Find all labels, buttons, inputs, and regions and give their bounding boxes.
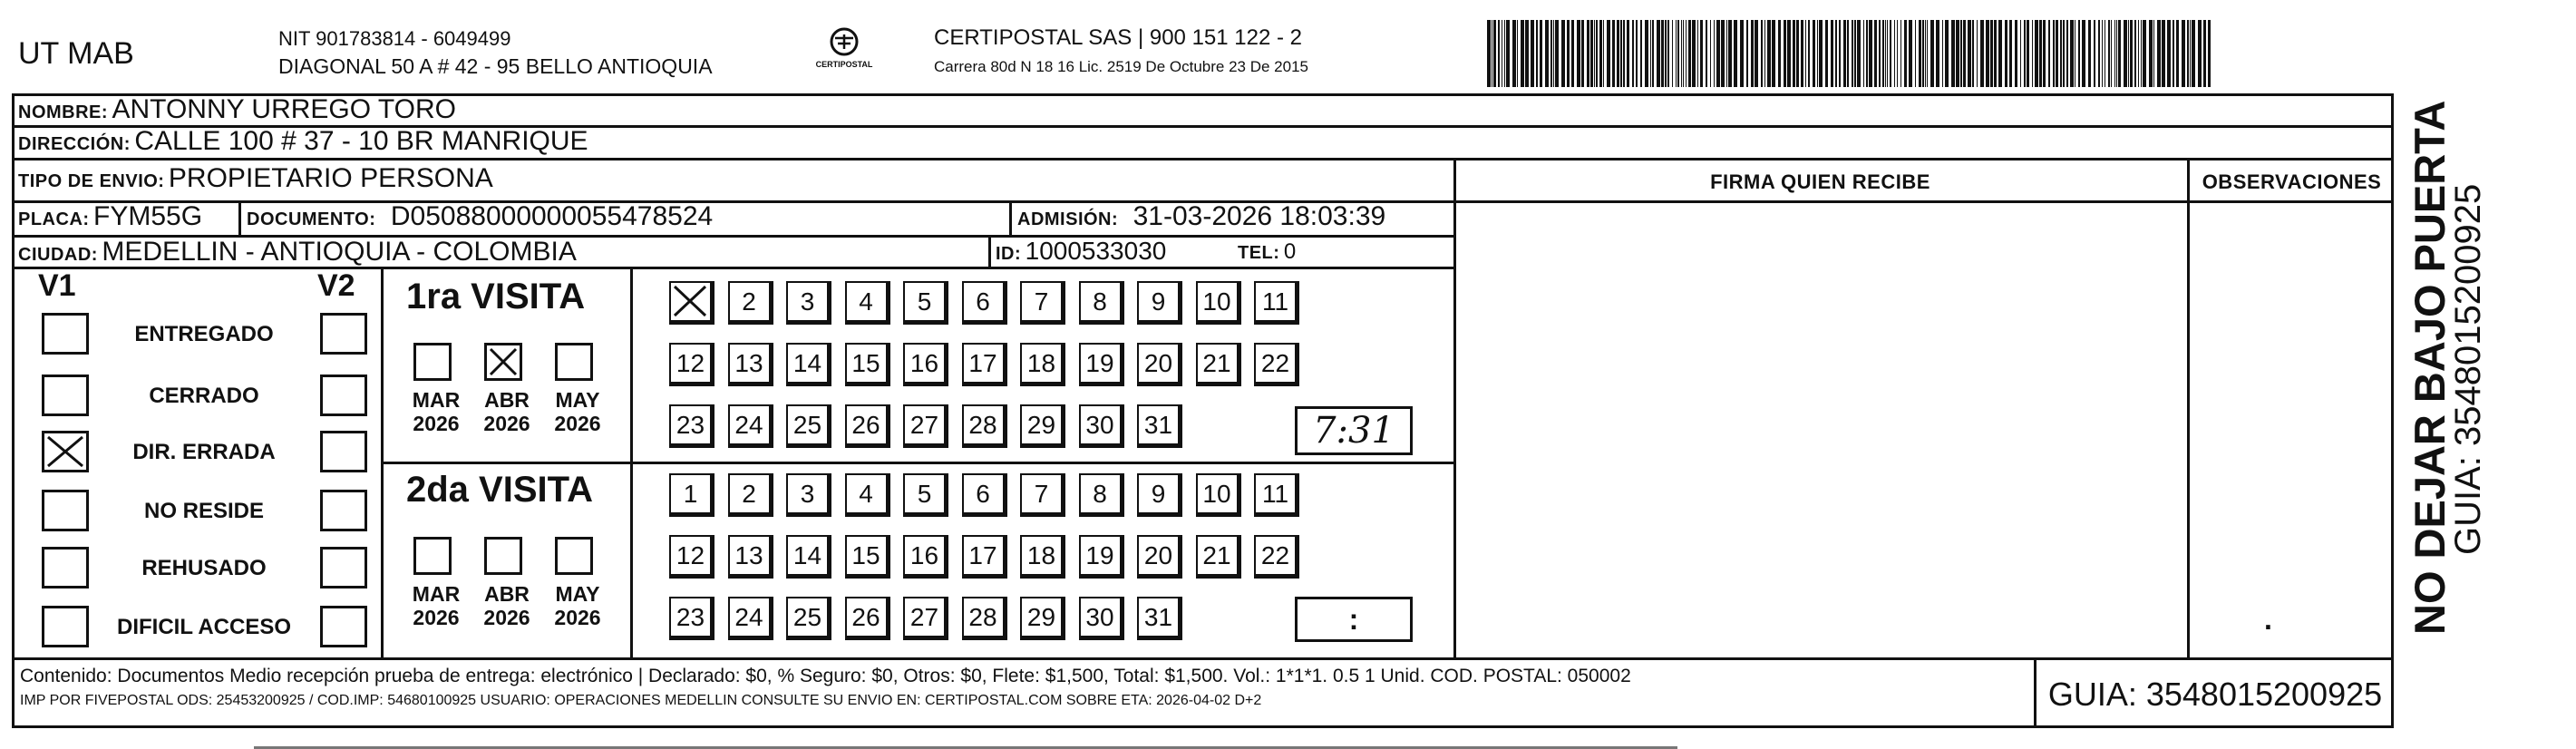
v2-header: V2	[317, 268, 355, 303]
day-box[interactable]: 3	[786, 473, 831, 517]
firma-label: FIRMA QUIEN RECIBE	[1710, 170, 1930, 193]
ciudad-label: CIUDAD:	[18, 245, 98, 265]
tipo-envio-label: TIPO DE ENVIO:	[18, 171, 165, 191]
day-box[interactable]	[669, 281, 714, 325]
day-box[interactable]: 18	[1020, 343, 1065, 386]
day-box[interactable]: 9	[1137, 473, 1182, 517]
month-label: ABR 2026	[483, 388, 530, 435]
day-box[interactable]: 11	[1254, 281, 1299, 325]
imp-text: IMP POR FIVEPOSTAL ODS: 25453200925 / COD.IMP: 54680100925 USUARIO: OPERACIONES MEDELLIN CONSULTE SU ENVIO EN: CERTIPOSTAL.COM SOBRE ETA: 2026-04-02 D+2	[20, 693, 1262, 708]
day-box[interactable]: 24	[728, 597, 773, 640]
status-label: DIR. ERRADA	[132, 440, 276, 464]
v2-checkbox[interactable]	[320, 547, 367, 588]
day-box[interactable]: 31	[1137, 404, 1182, 448]
direccion-value: CALLE 100 # 37 - 10 BR MANRIQUE	[134, 126, 588, 156]
day-box[interactable]: 3	[786, 281, 831, 325]
v1-checkbox[interactable]	[42, 606, 89, 647]
day-box[interactable]: 14	[786, 343, 831, 386]
day-box[interactable]: 27	[903, 597, 948, 640]
id-value: 1000533030	[1025, 237, 1167, 265]
day-box[interactable]: 21	[1196, 535, 1241, 579]
month-label: MAR 2026	[412, 388, 461, 435]
day-box[interactable]: 20	[1137, 535, 1182, 579]
certipostal-logo	[807, 25, 881, 78]
admision-field	[1017, 201, 1385, 232]
month-label: MAR 2026	[412, 582, 461, 629]
placa-label: PLACA:	[18, 209, 90, 229]
day-box[interactable]: 22	[1254, 535, 1299, 579]
day-box[interactable]: 23	[669, 404, 714, 448]
v2-checkbox[interactable]	[320, 313, 367, 355]
month-label: ABR 2026	[483, 582, 530, 629]
company-name: UT MAB	[18, 36, 134, 71]
day-box[interactable]: 21	[1196, 343, 1241, 386]
v1-checkbox[interactable]	[42, 313, 89, 355]
admision-value: 31-03-2026 18:03:39	[1132, 201, 1386, 231]
day-box[interactable]: 1	[669, 473, 714, 517]
ciudad-field	[18, 237, 577, 268]
certipostal-line2: Carrera 80d N 18 16 Lic. 2519 De Octubre 23 De 2015	[934, 58, 1308, 75]
day-box[interactable]: 16	[903, 535, 948, 579]
company-address: DIAGONAL 50 A # 42 - 95 BELLO ANTIOQUIA	[278, 54, 713, 78]
day-box[interactable]: 13	[728, 535, 773, 579]
nombre-value: ANTONNY URREGO TORO	[112, 94, 457, 124]
day-box[interactable]: 19	[1079, 343, 1124, 386]
v2-checkbox[interactable]	[320, 606, 367, 647]
day-box[interactable]: 16	[903, 343, 948, 386]
v1-header: V1	[38, 268, 76, 303]
side-guia: GUIA: 3548015200925	[2448, 183, 2488, 555]
day-box[interactable]: 30	[1079, 597, 1124, 640]
visit1-time: 7:31	[1313, 410, 1395, 452]
day-box[interactable]: 19	[1079, 535, 1124, 579]
ciudad-value: MEDELLIN - ANTIOQUIA - COLOMBIA	[102, 237, 577, 267]
tipo-envio-field	[18, 163, 493, 194]
day-box[interactable]: 4	[845, 473, 890, 517]
guia-box-text: GUIA: 3548015200925	[2047, 676, 2383, 713]
nombre-label: NOMBRE:	[18, 102, 109, 122]
month-checkbox[interactable]	[413, 537, 452, 575]
placa-value: FYM55G	[93, 201, 203, 231]
day-box[interactable]: 29	[1020, 597, 1065, 640]
day-box[interactable]: 6	[962, 281, 1007, 325]
day-box[interactable]: 13	[728, 343, 773, 386]
day-box[interactable]: 7	[1020, 473, 1065, 517]
tel-value: 0	[1283, 239, 1297, 264]
visit2-time: :	[1348, 603, 1359, 636]
month-checkbox[interactable]	[484, 537, 522, 575]
x-mark-icon	[671, 283, 709, 319]
day-box[interactable]: 22	[1254, 343, 1299, 386]
day-box[interactable]: 28	[962, 404, 1007, 448]
day-box[interactable]: 10	[1196, 473, 1241, 517]
day-box[interactable]: 2	[728, 473, 773, 517]
nombre-field	[18, 94, 456, 125]
certipostal-logo-icon	[807, 25, 881, 78]
day-box[interactable]: 31	[1137, 597, 1182, 640]
direccion-label: DIRECCIÓN:	[18, 134, 131, 154]
observaciones-mark: .	[2264, 603, 2272, 636]
id-field	[996, 237, 1166, 266]
day-box[interactable]: 25	[786, 597, 831, 640]
visit1-title: 1ra VISITA	[406, 277, 586, 316]
month-checkbox[interactable]	[413, 343, 452, 381]
tel-field	[1238, 239, 1296, 265]
day-box[interactable]: 30	[1079, 404, 1124, 448]
day-box[interactable]: 15	[845, 343, 890, 386]
day-box[interactable]: 20	[1137, 343, 1182, 386]
visit2-title: 2da VISITA	[406, 470, 593, 510]
day-box[interactable]: 8	[1079, 281, 1124, 325]
x-mark-icon	[44, 433, 86, 470]
direccion-field	[18, 126, 588, 157]
day-box[interactable]: 25	[786, 404, 831, 448]
visit1-time-box	[1295, 406, 1413, 455]
status-label: CERRADO	[149, 384, 259, 408]
certipostal-line1: CERTIPOSTAL SAS | 900 151 122 - 2	[934, 25, 1302, 50]
day-box[interactable]: 17	[962, 343, 1007, 386]
day-box[interactable]: 11	[1254, 473, 1299, 517]
day-box[interactable]: 15	[845, 535, 890, 579]
no-dejar-bajo-puerta: NO DEJAR BAJO PUERTA	[2406, 100, 2454, 635]
day-box[interactable]: 5	[903, 281, 948, 325]
documento-value: D05088000000055478524	[390, 201, 714, 231]
day-box[interactable]: 23	[669, 597, 714, 640]
day-box[interactable]: 7	[1020, 281, 1065, 325]
day-box[interactable]: 12	[669, 343, 714, 386]
month-checkbox[interactable]	[484, 343, 522, 381]
placa-field	[18, 201, 202, 232]
day-box[interactable]: 28	[962, 597, 1007, 640]
v2-checkbox[interactable]	[320, 490, 367, 531]
status-label: DIFICIL ACCESO	[116, 615, 291, 639]
day-box[interactable]: 6	[962, 473, 1007, 517]
day-box[interactable]: 5	[903, 473, 948, 517]
id-label: ID:	[996, 244, 1022, 264]
day-box[interactable]: 4	[845, 281, 890, 325]
observaciones-label: OBSERVACIONES	[2202, 170, 2382, 193]
admision-label: ADMISIÓN:	[1017, 209, 1119, 229]
status-label: NO RESIDE	[143, 499, 265, 523]
tipo-envio-value: PROPIETARIO PERSONA	[168, 163, 493, 193]
day-box[interactable]: 10	[1196, 281, 1241, 325]
month-label: MAY 2026	[554, 388, 601, 435]
month-label: MAY 2026	[554, 582, 601, 629]
day-box[interactable]: 27	[903, 404, 948, 448]
day-box[interactable]: 9	[1137, 281, 1182, 325]
status-label: REHUSADO	[141, 556, 267, 580]
day-box[interactable]: 29	[1020, 404, 1065, 448]
month-checkbox[interactable]	[555, 537, 593, 575]
month-checkbox[interactable]	[555, 343, 593, 381]
day-box[interactable]: 26	[845, 404, 890, 448]
day-box[interactable]: 26	[845, 597, 890, 640]
barcode	[1487, 20, 2212, 87]
v1-checkbox[interactable]	[42, 547, 89, 588]
day-box[interactable]: 8	[1079, 473, 1124, 517]
certipostal-logo-text: CERTIPOSTAL	[815, 60, 873, 69]
v1-checkbox[interactable]	[42, 490, 89, 531]
day-box[interactable]: 12	[669, 535, 714, 579]
day-box[interactable]: 24	[728, 404, 773, 448]
barcode-icon	[1487, 20, 2212, 87]
v2-checkbox[interactable]	[320, 431, 367, 472]
documento-label: DOCUMENTO:	[247, 209, 376, 229]
status-label: ENTREGADO	[134, 322, 274, 346]
company-nit: NIT 901783814 - 6049499	[278, 27, 511, 50]
day-box[interactable]: 2	[728, 281, 773, 325]
v1-checkbox[interactable]	[42, 431, 89, 472]
tel-label: TEL:	[1238, 243, 1280, 263]
documento-field	[247, 201, 713, 232]
visit2-time-box	[1295, 597, 1413, 642]
x-mark-icon	[487, 345, 520, 378]
day-box[interactable]: 14	[786, 535, 831, 579]
v2-checkbox[interactable]	[320, 374, 367, 416]
v1-checkbox[interactable]	[42, 374, 89, 416]
day-box[interactable]: 18	[1020, 535, 1065, 579]
day-box[interactable]: 17	[962, 535, 1007, 579]
contenido-text: Contenido: Documentos Medio recepción prueba de entrega: electrónico | Declarado: $0, % Seguro: $0, Otros: $0, Flete: $1,500, Total: $1,500. Vol.: 1*1*1. 0.5 1 Unid. COD. POSTAL: 050002	[20, 666, 1631, 686]
